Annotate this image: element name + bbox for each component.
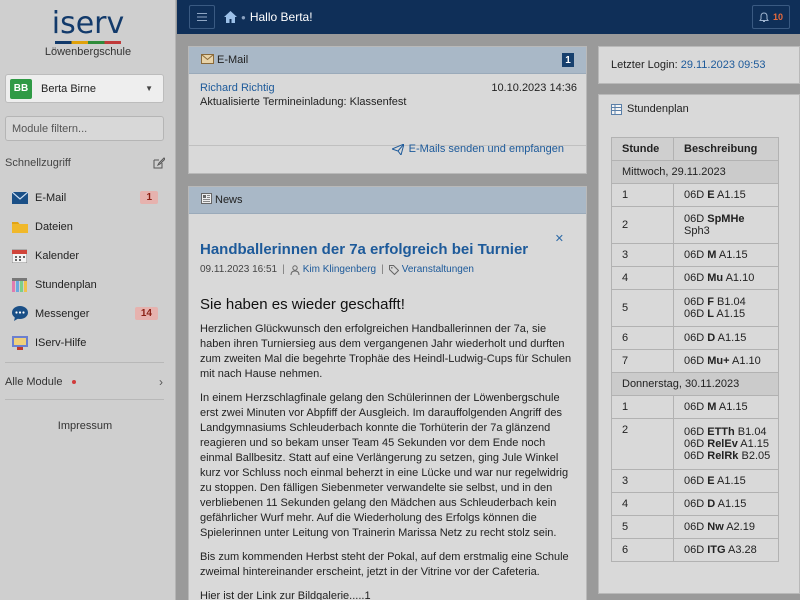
table-row [612,419,779,470]
class: 06D [684,498,708,510]
mail-icon [11,191,28,205]
subject: Nw [707,521,724,533]
table-icon [611,104,622,115]
lesson-description [674,396,779,419]
table-row [612,290,779,327]
send-receive-email-link[interactable] [392,143,564,155]
chat-icon [11,307,28,321]
hamburger-icon [197,13,207,21]
subject: E [707,475,715,487]
calendar-icon [11,249,28,263]
table-row [612,267,779,290]
breadcrumb-separator-icon: ● [241,12,246,22]
day-label: Mittwoch, 29.11.2023 [612,161,779,184]
table-row [612,396,779,419]
room: A1.15 [716,401,748,413]
user-icon [290,265,300,275]
bell-icon [759,12,769,23]
chevron-right-icon: › [159,375,163,389]
menu-toggle-button[interactable] [189,5,215,29]
subject: M [707,249,717,261]
school-name: Löwenbergschule [44,46,132,58]
separator: | [282,264,285,275]
column-header: Beschreibung [674,138,779,161]
logo-color-bar [55,41,121,44]
subject: SpMHe [707,213,745,225]
lesson-number: 6 [612,327,674,350]
room: A1.15 [714,189,746,201]
lesson-description [674,327,779,350]
table-row [612,470,779,493]
user-menu[interactable] [5,74,164,103]
email-widget-header [189,47,586,74]
email-widget-title: E-Mail [217,54,249,66]
lesson-number: 3 [612,244,674,267]
sidebar [0,0,176,600]
class: 06D [684,308,708,320]
lesson-description [674,419,779,470]
email-date: 10.10.2023 14:36 [491,82,577,94]
news-headline[interactable]: Handballerinnen der 7a erfolgreich bei Turnier [200,241,529,258]
quick-access-nav [0,183,176,357]
news-widget [188,186,587,600]
tag-icon [389,265,399,275]
class: 06D [684,355,708,367]
sidebar-item-help[interactable] [0,328,176,357]
room: A1.15 [737,438,770,450]
lesson-number: 6 [612,539,674,562]
class: 06D [684,213,708,225]
news-subheadline: Sie haben es wieder geschafft! [200,296,405,313]
sidebar-item-calendar[interactable] [0,241,176,270]
room: A1.15 [715,498,747,510]
news-paragraph: Hier ist der Link zur Bildgalerie.....1 [200,590,371,600]
news-author-link[interactable]: Kim Klingenberg [302,264,377,275]
class: 06D [684,438,708,450]
sidebar-item-label: Dateien [35,220,73,233]
all-modules-label: Alle Module [5,376,63,388]
sidebar-item-label: E-Mail [35,191,67,204]
lesson-description [674,516,779,539]
subject: L [707,308,714,320]
top-bar [177,0,800,34]
lesson-description [674,350,779,373]
class: 06D [684,544,708,556]
lesson-description [674,184,779,207]
send-receive-label: E-Mails senden und empfangen [408,143,564,155]
subject: Mu [707,272,724,284]
last-login-widget [598,46,800,84]
subject: RelRk [707,450,739,462]
class: 06D [684,249,708,261]
subject: F [707,296,714,308]
news-paragraph: Bis zum kommenden Herbst steht der Pokal, auf dem erstmalig eine Schule zweimal hintereinander erscheint, jetzt in der Vitrine vor der Cafeteria. [200,551,569,578]
room: A1.15 [715,332,747,344]
subject: RelEv [707,438,738,450]
notification-count: 10 [772,12,783,22]
subject: D [707,498,716,510]
subject: E [707,189,715,201]
lesson-description [674,207,779,244]
room: B1.04 [713,296,746,308]
table-header-row [612,138,779,161]
divider [5,399,164,400]
room: A1.15 [716,249,748,261]
lesson-number: 5 [612,516,674,539]
avatar: BB [10,79,32,99]
help-icon [11,336,28,350]
sidebar-item-messenger[interactable] [0,299,176,328]
iserv-logo[interactable] [0,8,176,44]
room: A3.28 [725,544,757,556]
sidebar-item-label: Kalender [35,249,80,262]
lesson-description [674,290,779,327]
last-login-label: Letzter Login: [611,59,678,71]
email-count-badge: 1 [562,53,574,67]
table-row [612,493,779,516]
unread-badge: 1 [140,191,158,204]
email-widget [188,46,587,174]
table-row [612,516,779,539]
sidebar-item-timetable[interactable] [0,270,176,299]
notifications-button[interactable] [752,5,790,29]
lesson-number: 3 [612,470,674,493]
day-label: Donnerstag, 30.11.2023 [612,373,779,396]
class: 06D [684,272,708,284]
lesson-number: 2 [612,207,674,244]
room: A1.15 [713,308,746,320]
class: 06D [684,475,708,487]
table-row [612,350,779,373]
lesson-number: 1 [612,396,674,419]
subject: Mu+ [707,355,730,367]
room: Sph3 [684,225,710,237]
news-paragraph: Herzlichen Glückwunsch den erfolgreichen Handballerinnen der 7a, sie haben ihren Turniersieg aus dem vergangenen Jahr wiederholt und durften zum zweiten Mal die begehrte Trophäe des Heindl-Ludwig-Cups für Schulen mit nach Hause nehmen. [200,323,572,380]
paper-plane-icon [392,144,404,155]
logo-text: iserv [51,6,125,41]
subject: ETTh [707,426,735,438]
lesson-number: 7 [612,350,674,373]
table-row [612,207,779,244]
subject: ITG [707,544,726,556]
lesson-description [674,244,779,267]
news-article [189,241,586,600]
timetable-table [611,137,779,562]
class: 06D [684,450,708,462]
news-meta [200,264,575,275]
quick-access-header [5,157,165,169]
email-list-item[interactable] [200,82,577,108]
impressum-link[interactable]: Impressum [57,420,113,432]
table-row [612,539,779,562]
timetable-icon [11,278,28,292]
quick-access-title: Schnellzugriff [5,157,71,169]
timetable-widget-header [611,103,689,115]
separator: | [381,264,384,275]
news-widget-title: News [215,194,243,206]
news-paragraph: In einem Herzschlagfinale gelang den Schülerinnen der Löwenbergschule erst zwei Minuten vor Abpfiff der Ausgleich. Im darauffolgenden Angriff des Landgymnasiums Schleuderbach konnte die Torhüterin der 7a glänzend reagieren und so bekam unser Team 45 Sekunden vor dem Ende noch einmal Ballbesitz. Statt auf eine Verlängerung zu setzen, ging Jule Winkel kurz vor Schluss noch einmal beherzt in eine Lücke und war nur regelwidrig zu stoppen. Den fälligen Siebenmeter verwandelte sie selbst, und in den verbliebenen 11 Sekunden gelang den Mädchen aus Schleuderbach kein gefährlicher Wurf mehr. Auf die Wiederholung des Erfolgs können die Spielerinnen unter Leitung von Trainerin Marissa Netz zu recht stolz sein. [200,392,569,539]
room: A1.10 [729,355,761,367]
email-subject: Aktualisierte Termineinladung: Klassenfest [200,96,407,108]
column-header: Stunde [612,138,674,161]
class: 06D [684,401,708,413]
edit-icon[interactable] [153,157,165,169]
new-indicator-dot [72,380,76,384]
sidebar-item-email[interactable] [0,183,176,212]
table-row [612,327,779,350]
module-filter-input[interactable] [5,116,164,141]
class: 06D [684,296,708,308]
room: A2.19 [723,521,755,533]
lesson-description [674,539,779,562]
envelope-icon [201,54,214,67]
room: A1.10 [723,272,755,284]
subject: D [707,332,716,344]
all-modules-toggle[interactable] [5,375,165,389]
table-row [612,184,779,207]
unread-badge: 14 [135,307,158,320]
page-title: Hallo Berta! [249,10,313,24]
room: B2.05 [738,450,771,462]
close-icon[interactable]: ✕ [554,233,564,245]
table-row [612,244,779,267]
sidebar-item-label: Stundenplan [35,278,97,291]
room: B1.04 [734,426,767,438]
last-login-value: 29.11.2023 09:53 [680,59,766,71]
subject: M [707,401,717,413]
sidebar-item-files[interactable] [0,212,176,241]
user-name: Berta Birne [41,82,97,95]
class: 06D [684,426,708,438]
news-widget-header [189,187,586,214]
home-icon[interactable] [224,11,237,23]
lesson-number: 5 [612,290,674,327]
news-category-link[interactable]: Veranstaltungen [401,264,474,275]
timetable-widget-title: Stundenplan [627,103,689,115]
lesson-number: 1 [612,184,674,207]
newspaper-icon [201,193,212,207]
news-date: 09.11.2023 16:51 [200,264,278,275]
class: 06D [684,521,708,533]
room: A1.15 [714,475,746,487]
last-login [611,59,766,71]
class: 06D [684,332,708,344]
day-row [612,373,779,396]
lesson-description [674,493,779,516]
lesson-description [674,267,779,290]
folder-icon [11,220,28,234]
lesson-description [674,470,779,493]
lesson-number: 2 [612,419,674,470]
email-sender[interactable]: Richard Richtig [200,82,275,94]
day-row [612,161,779,184]
sidebar-item-label: Messenger [35,307,90,320]
class: 06D [684,189,708,201]
sidebar-item-label: IServ-Hilfe [35,336,87,349]
divider [5,362,164,363]
lesson-number: 4 [612,267,674,290]
chevron-down-icon: ▼ [145,84,153,93]
lesson-number: 4 [612,493,674,516]
timetable-widget [598,94,800,594]
